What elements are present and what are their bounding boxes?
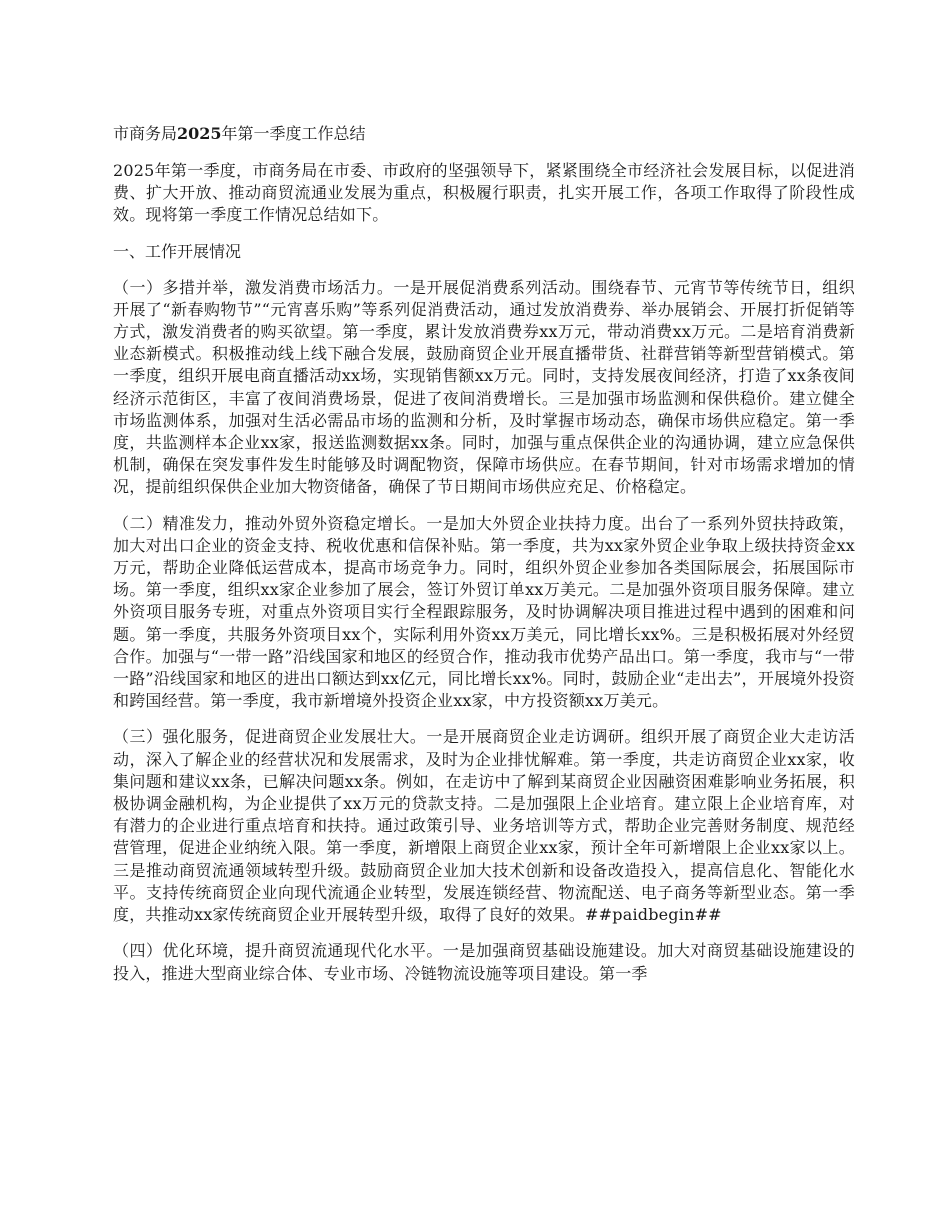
intro-paragraph: 2025年第一季度，市商务局在市委、市政府的坚强领导下，紧紧围绕全市经济社会发展目标，以促进消费、扩大开放、推动商贸流通业发展为重点，积极履行职责，扎实开展工作，各项工作取得了阶段性成效。现将第一季度工作情况总结如下。 <box>113 161 855 225</box>
document-title <box>113 122 855 146</box>
document-page <box>113 122 855 999</box>
title-year: 2025 <box>177 124 222 143</box>
paragraph-foreign-trade: （二）精准发力，推动外贸外资稳定增长。一是加大外贸企业扶持力度。出台了一系列外贸扶持政策，加大对出口企业的资金支持、税收优惠和信保补贴。第一季度，共为xx家外贸企业争取上级扶持资金xx万元，帮助企业降低运营成本，提高市场竞争力。同时，组织外贸企业参加各类国际展会，拓展国际市场。第一季度，组织xx家企业参加了展会，签订外贸订单xx万美元。二是加强外资项目服务保障。建立外资项目服务专班，对重点外资项目实行全程跟踪服务，及时协调解决项目推进过程中遇到的困难和问题。第一季度，共服务外资项目xx个，实际利用外资xx万美元，同比增长xx%。三是积极拓展对外经贸合作。加强与“一带一路”沿线国家和地区的经贸合作，推动我市优势产品出口。第一季度，我市与“一带一路”沿线国家和地区的进出口额达到xx亿元，同比增长xx%。同时，鼓励企业“走出去”，开展境外投资和跨国经营。第一季度，我市新增境外投资企业xx家，中方投资额xx万美元。 <box>113 513 855 711</box>
paragraph-environment: （四）优化环境，提升商贸流通现代化水平。一是加强商贸基础设施建设。加大对商贸基础设施建设的投入，推进大型商业综合体、专业市场、冷链物流设施等项目建设。第一季 <box>113 941 855 983</box>
title-prefix: 市商务局 <box>113 124 178 143</box>
paragraph-enterprise-service: （三）强化服务，促进商贸企业发展壮大。一是开展商贸企业走访调研。组织开展了商贸企业大走访活动，深入了解企业的经营状况和发展需求，及时为企业排忧解难。第一季度，共走访商贸企业xx家，收集问题和建议xx条，已解决问题xx条。例如，在走访中了解到某商贸企业因融资困难影响业务拓展，积极协调金融机构，为企业提供了xx万元的贷款支持。二是加强限上企业培育。建立限上企业培育库，对有潜力的企业进行重点培育和扶持。通过政策引导、业务培训等方式，帮助企业完善财务制度、规范经营管理，促进企业纳统入限。第一季度，新增限上商贸企业xx家，预计全年可新增限上企业xx家以上。三是推动商贸流通领域转型升级。鼓励商贸企业加大技术创新和设备改造投入，提高信息化、智能化水平。支持传统商贸企业向现代流通企业转型，发展连锁经营、物流配送、电子商务等新型业态。第一季度，共推动xx家传统商贸企业开展转型升级，取得了良好的效果。##paidbegin## <box>113 727 855 925</box>
title-suffix: 年第一季度工作总结 <box>221 124 366 143</box>
section-heading: 一、工作开展情况 <box>113 241 242 261</box>
paragraph-consumption: （一）多措并举，激发消费市场活力。一是开展促消费系列活动。围绕春节、元宵节等传统节日，组织开展了“新春购物节”“元宵喜乐购”等系列促消费活动，通过发放消费券、举办展销会、开展打折促销等方式，激发消费者的购买欲望。第一季度，累计发放消费券xx万元，带动消费xx万元。二是培育消费新业态新模式。积极推动线上线下融合发展，鼓励商贸企业开展直播带货、社群营销等新型营销模式。第一季度，组织开展电商直播活动xx场，实现销售额xx万元。同时，支持发展夜间经济，打造了xx条夜间经济示范街区，丰富了夜间消费场景，促进了夜间消费增长。三是加强市场监测和保供稳价。建立健全市场监测体系，加强对生活必需品市场的监测和分析，及时掌握市场动态，确保市场供应稳定。第一季度，共监测样本企业xx家，报送监测数据xx条。同时，加强与重点保供企业的沟通协调，建立应急保供机制，确保在突发事件发生时能够及时调配物资，保障市场供应。在春节期间，针对市场需求增加的情况，提前组织保供企业加大物资储备，确保了节日期间市场供应充足、价格稳定。 <box>113 277 855 497</box>
